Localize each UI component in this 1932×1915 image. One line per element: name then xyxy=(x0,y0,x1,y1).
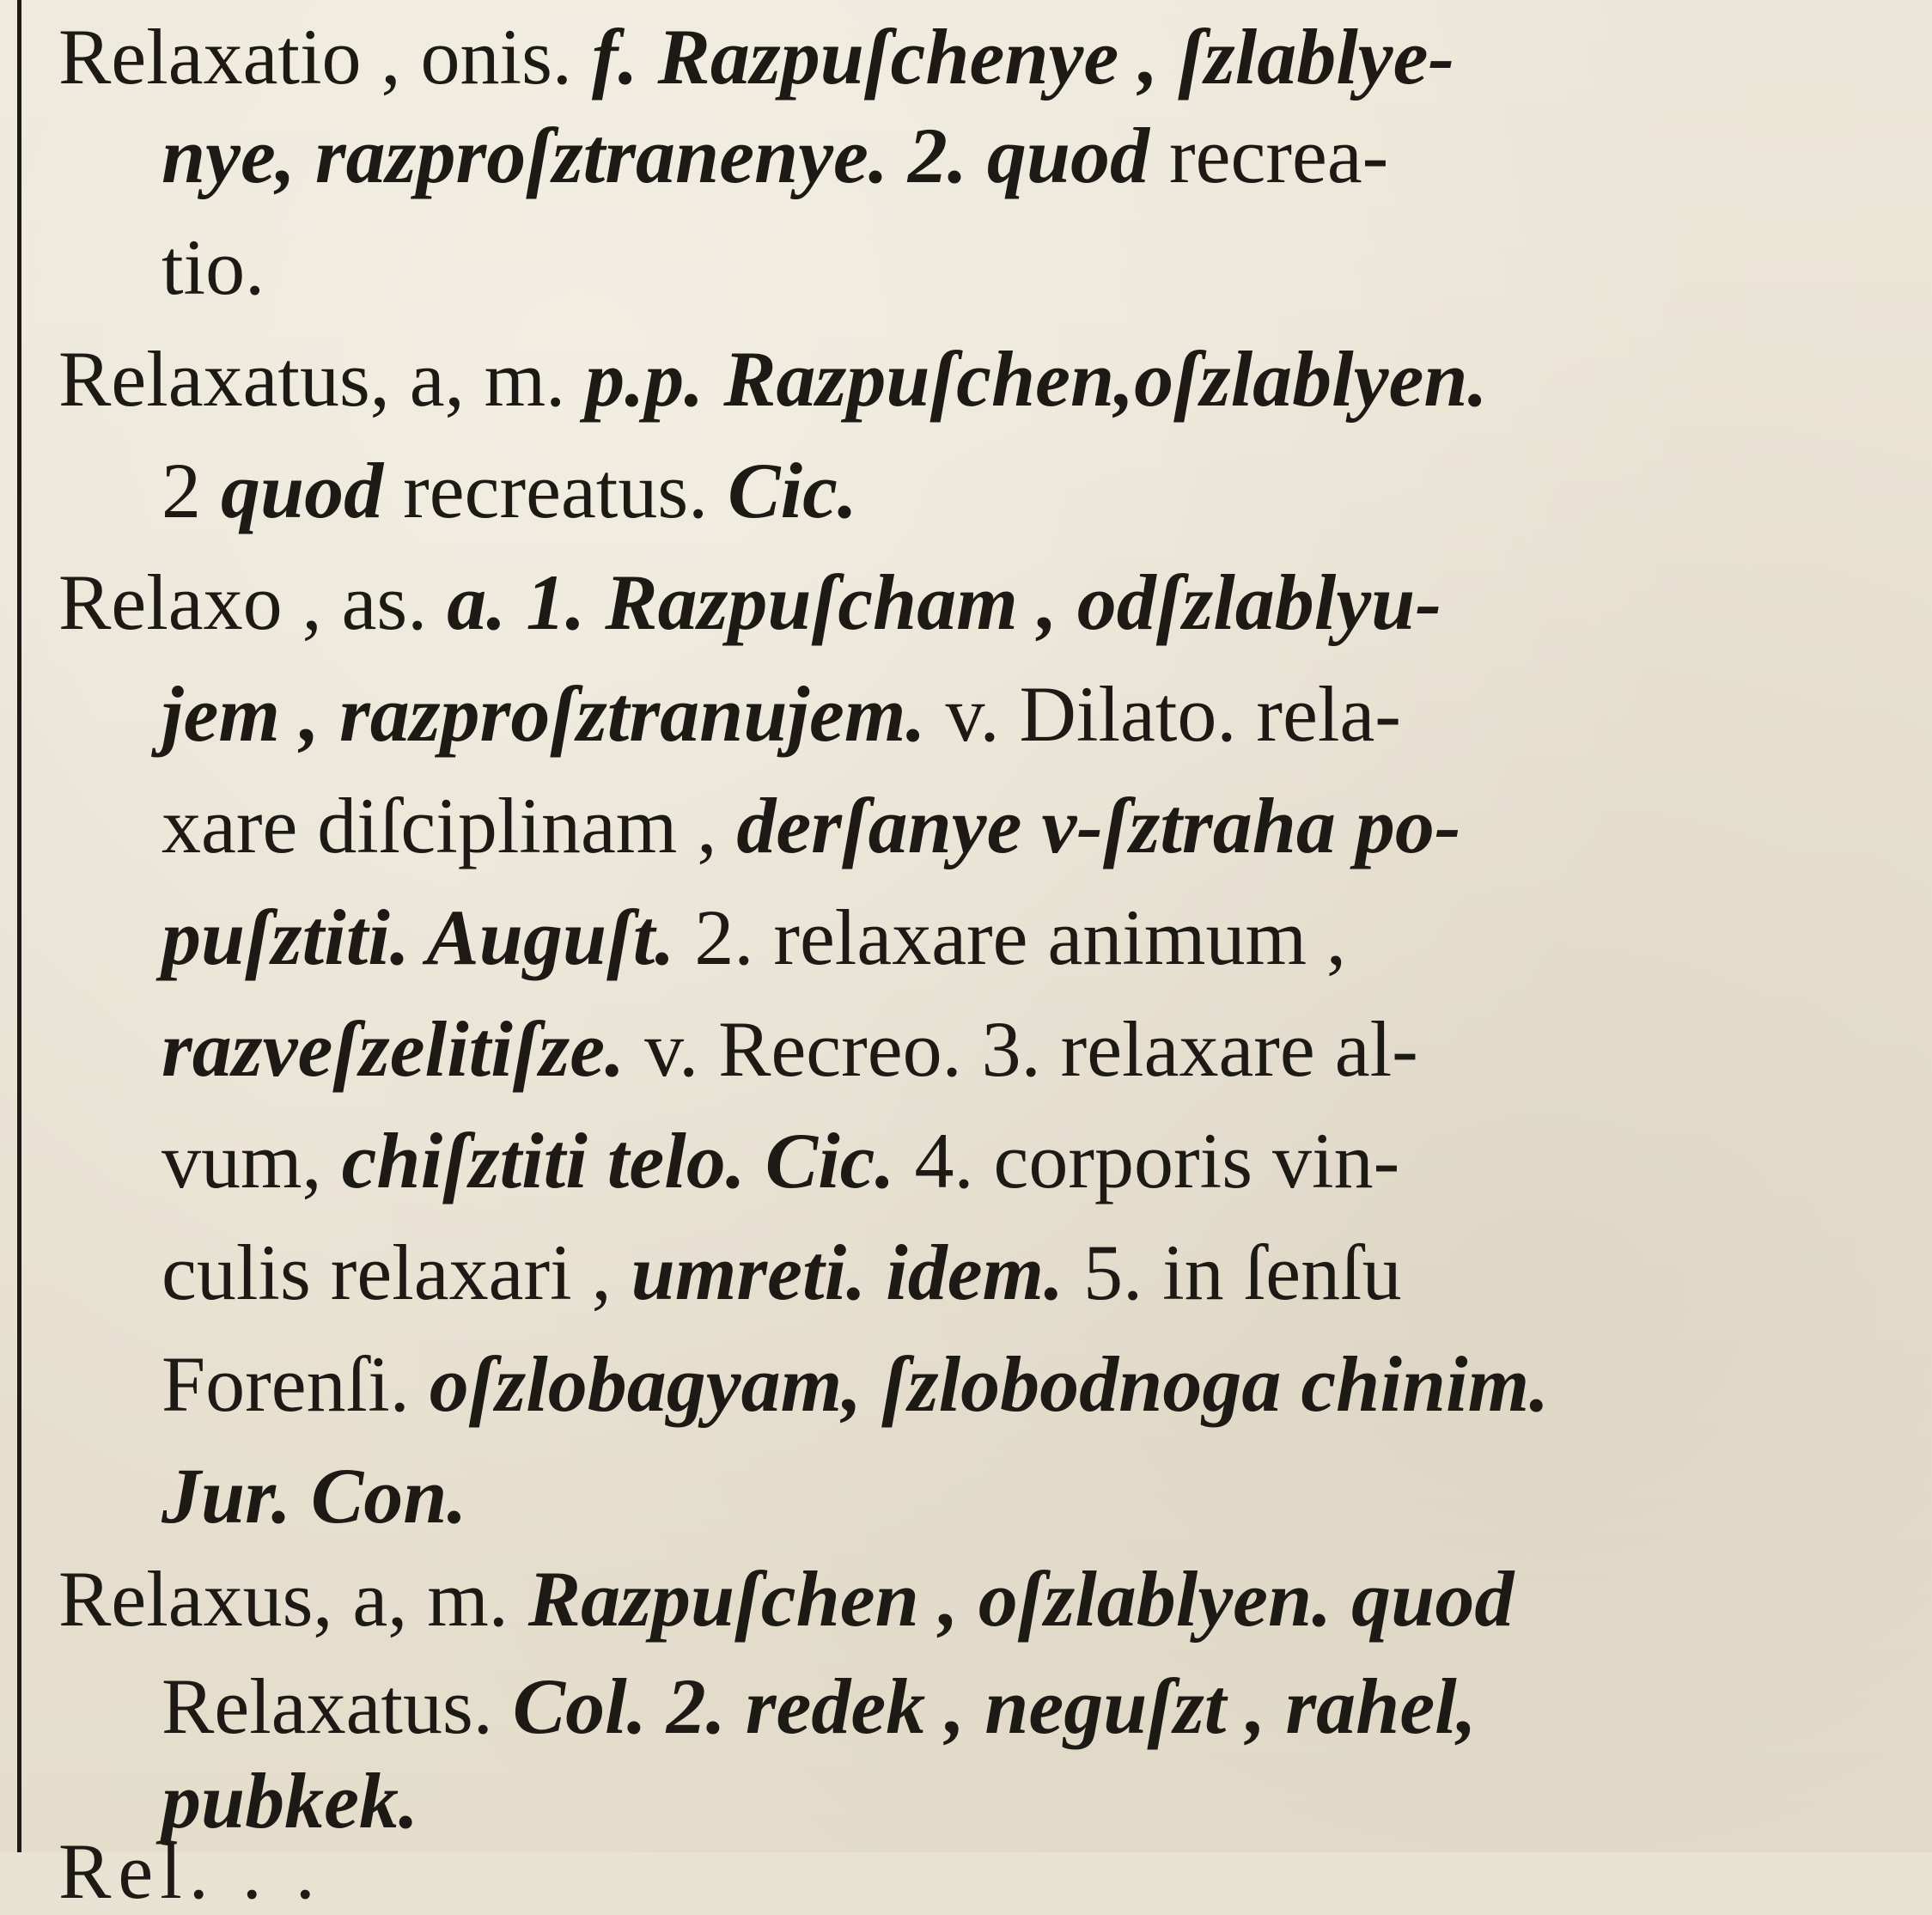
entry-headword-text: Relaxus, a, m. xyxy=(58,1555,528,1643)
entry-translation-text: quod xyxy=(221,447,384,534)
entry-relaxo-line-5 xyxy=(162,1005,1418,1093)
entry-translation-text: a. 1. Razpuſcham , odſzlablyu- xyxy=(447,558,1441,646)
entry-latin-text: v. Dilato. rela- xyxy=(925,670,1401,758)
entry-relaxatus-line-2 xyxy=(162,447,857,534)
entry-translation-text: oſzlobagyam, ſzlobodnoga chinim. xyxy=(429,1340,1550,1428)
entry-relaxus-headline xyxy=(58,1555,1515,1643)
entry-relaxatus-headline xyxy=(58,335,1488,423)
entry-latin-text: tio. xyxy=(162,223,265,311)
entry-translation-text: chiſztiti telo. Cic. xyxy=(341,1117,895,1204)
entry-headword-text: Relaxo , as. xyxy=(58,558,448,646)
column-rule xyxy=(17,0,21,1852)
entry-relaxatio-line-3 xyxy=(162,223,265,311)
entry-latin-text: 4. corporis vin- xyxy=(894,1117,1400,1204)
entry-translation-text: p.p. Razpuſchen,oſzlablyen. xyxy=(585,335,1488,423)
cut-off-text-line xyxy=(58,1827,711,1915)
entry-headword-text: Relaxatus, a, m. xyxy=(58,335,586,423)
cut-off-text: Rel. . . xyxy=(58,1827,322,1915)
entry-latin-text: 2 xyxy=(162,447,221,534)
entry-translation-text: Razpuſchen , oſzlablyen. quod xyxy=(527,1555,1515,1643)
entry-source-text: Jur. Con. xyxy=(162,1452,467,1540)
entry-latin-text: Relaxatus. xyxy=(162,1662,513,1750)
entry-latin-text: v. Recreo. 3. relaxare al- xyxy=(625,1005,1418,1093)
entry-relaxo-line-6 xyxy=(162,1117,1400,1204)
entry-translation-text: umreti. idem. xyxy=(631,1229,1064,1316)
entry-translation-text: puſztiti. Auguſt. xyxy=(162,893,675,981)
entry-translation-text: derſanye v-ſztraha po- xyxy=(736,782,1461,869)
entry-translation-text: jem , razproſztranujem. xyxy=(162,670,926,758)
entry-relaxo-line-9 xyxy=(162,1452,467,1540)
entry-latin-text: Forenſi. xyxy=(162,1340,430,1428)
entry-latin-text: recreatus. xyxy=(383,447,728,534)
entry-translation-text: pubkek. xyxy=(162,1757,418,1845)
entry-relaxatio-line-2 xyxy=(162,112,1389,199)
entry-translation-text: Col. 2. redek , neguſzt , rahel, xyxy=(512,1662,1477,1750)
entry-relaxo-line-7 xyxy=(162,1229,1402,1316)
entry-translation-text: razveſzelitiſze. xyxy=(162,1005,625,1093)
entry-latin-text: xare diſciplinam , xyxy=(162,782,737,869)
entry-source-text: Cic. xyxy=(728,447,857,534)
entry-latin-text: 5. in ſenſu xyxy=(1064,1229,1402,1316)
entry-latin-text: 2. relaxare animum , xyxy=(674,893,1347,981)
entry-translation-text: nye, razproſztranenye. 2. quod xyxy=(162,112,1150,199)
entry-latin-text: recrea- xyxy=(1149,112,1389,199)
entry-relaxo-line-3 xyxy=(162,782,1461,869)
entry-headword-text: Relaxatio , onis. xyxy=(58,13,592,101)
entry-latin-text: culis relaxari , xyxy=(162,1229,631,1316)
entry-relaxo-headline xyxy=(58,558,1441,646)
entry-translation-text: f. Razpuſchenye , ſzlablye- xyxy=(591,13,1455,101)
entry-latin-text: vum, xyxy=(162,1117,342,1204)
entry-relaxatio-headline xyxy=(58,13,1455,101)
entry-relaxus-line-2 xyxy=(162,1662,1477,1750)
entry-relaxo-line-4 xyxy=(162,893,1347,981)
entry-relaxo-line-2 xyxy=(162,670,1401,758)
entry-relaxo-line-8 xyxy=(162,1340,1550,1428)
